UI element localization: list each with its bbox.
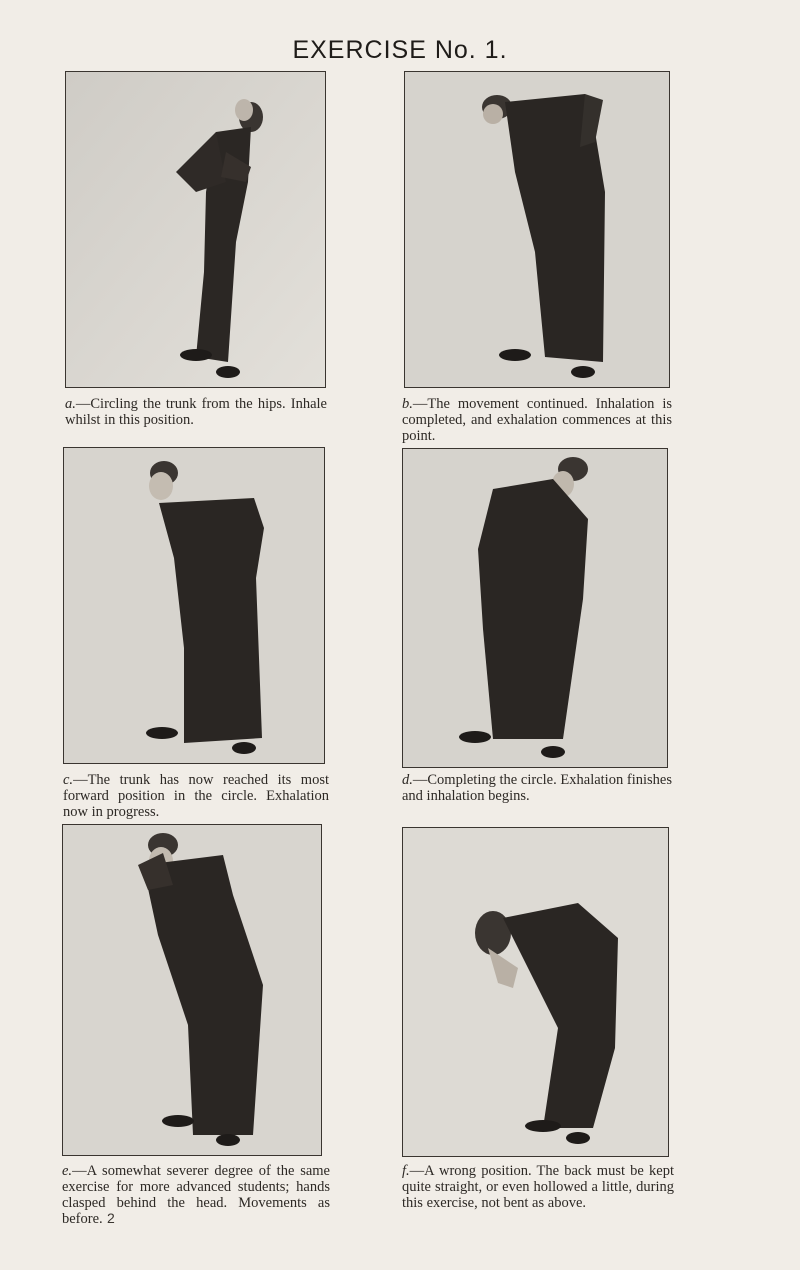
caption-a [65, 396, 327, 428]
page-title: EXERCISE No. 1. [292, 36, 508, 64]
caption-e [62, 1163, 330, 1227]
caption-label: c. [63, 772, 74, 788]
caption-text: —The movement continued. Inhalation is completed, and exhalation commences at this point. [402, 396, 672, 444]
caption-b [402, 396, 672, 444]
photo-plate-e [62, 824, 322, 1156]
caption-text: —A wrong position. The back must be kept quite straight, or even hollowed a little, during this exercise, not bent as above. [402, 1163, 674, 1211]
caption-text: —Completing the circle. Exhalation finishes and inhalation begins. [402, 772, 672, 804]
caption-label: b. [402, 396, 413, 412]
woman-leaning-right-photo [403, 449, 667, 767]
caption-label: d. [402, 772, 413, 788]
caption-text: —The trunk has now reached its most forward position in the circle. Exhalation now in progress. [63, 772, 329, 820]
woman-leaning-side-photo [405, 72, 669, 387]
caption-label: e. [62, 1163, 73, 1179]
woman-bent-over-photo [403, 828, 668, 1156]
caption-label: a. [65, 396, 76, 412]
photo-plate-f [402, 827, 669, 1157]
photo-plate-b [404, 71, 670, 388]
caption-text: —A somewhat severer degree of the same exercise for more advanced students; hands clasped behind the head. Movements as before. [62, 1163, 330, 1227]
woman-forward-photo [64, 448, 324, 763]
caption-label: f. [402, 1163, 410, 1179]
caption-c [63, 772, 329, 820]
woman-hands-behind-head-photo [63, 825, 321, 1155]
photo-plate-c [63, 447, 325, 764]
photo-plate-a [65, 71, 326, 388]
photo-plate-d [402, 448, 668, 768]
caption-d [402, 772, 672, 804]
woman-leaning-back-photo [66, 72, 325, 387]
page-number: 2 [107, 1210, 115, 1226]
caption-text: —Circling the trunk from the hips. Inhale whilst in this position. [65, 396, 327, 428]
caption-f [402, 1163, 674, 1211]
